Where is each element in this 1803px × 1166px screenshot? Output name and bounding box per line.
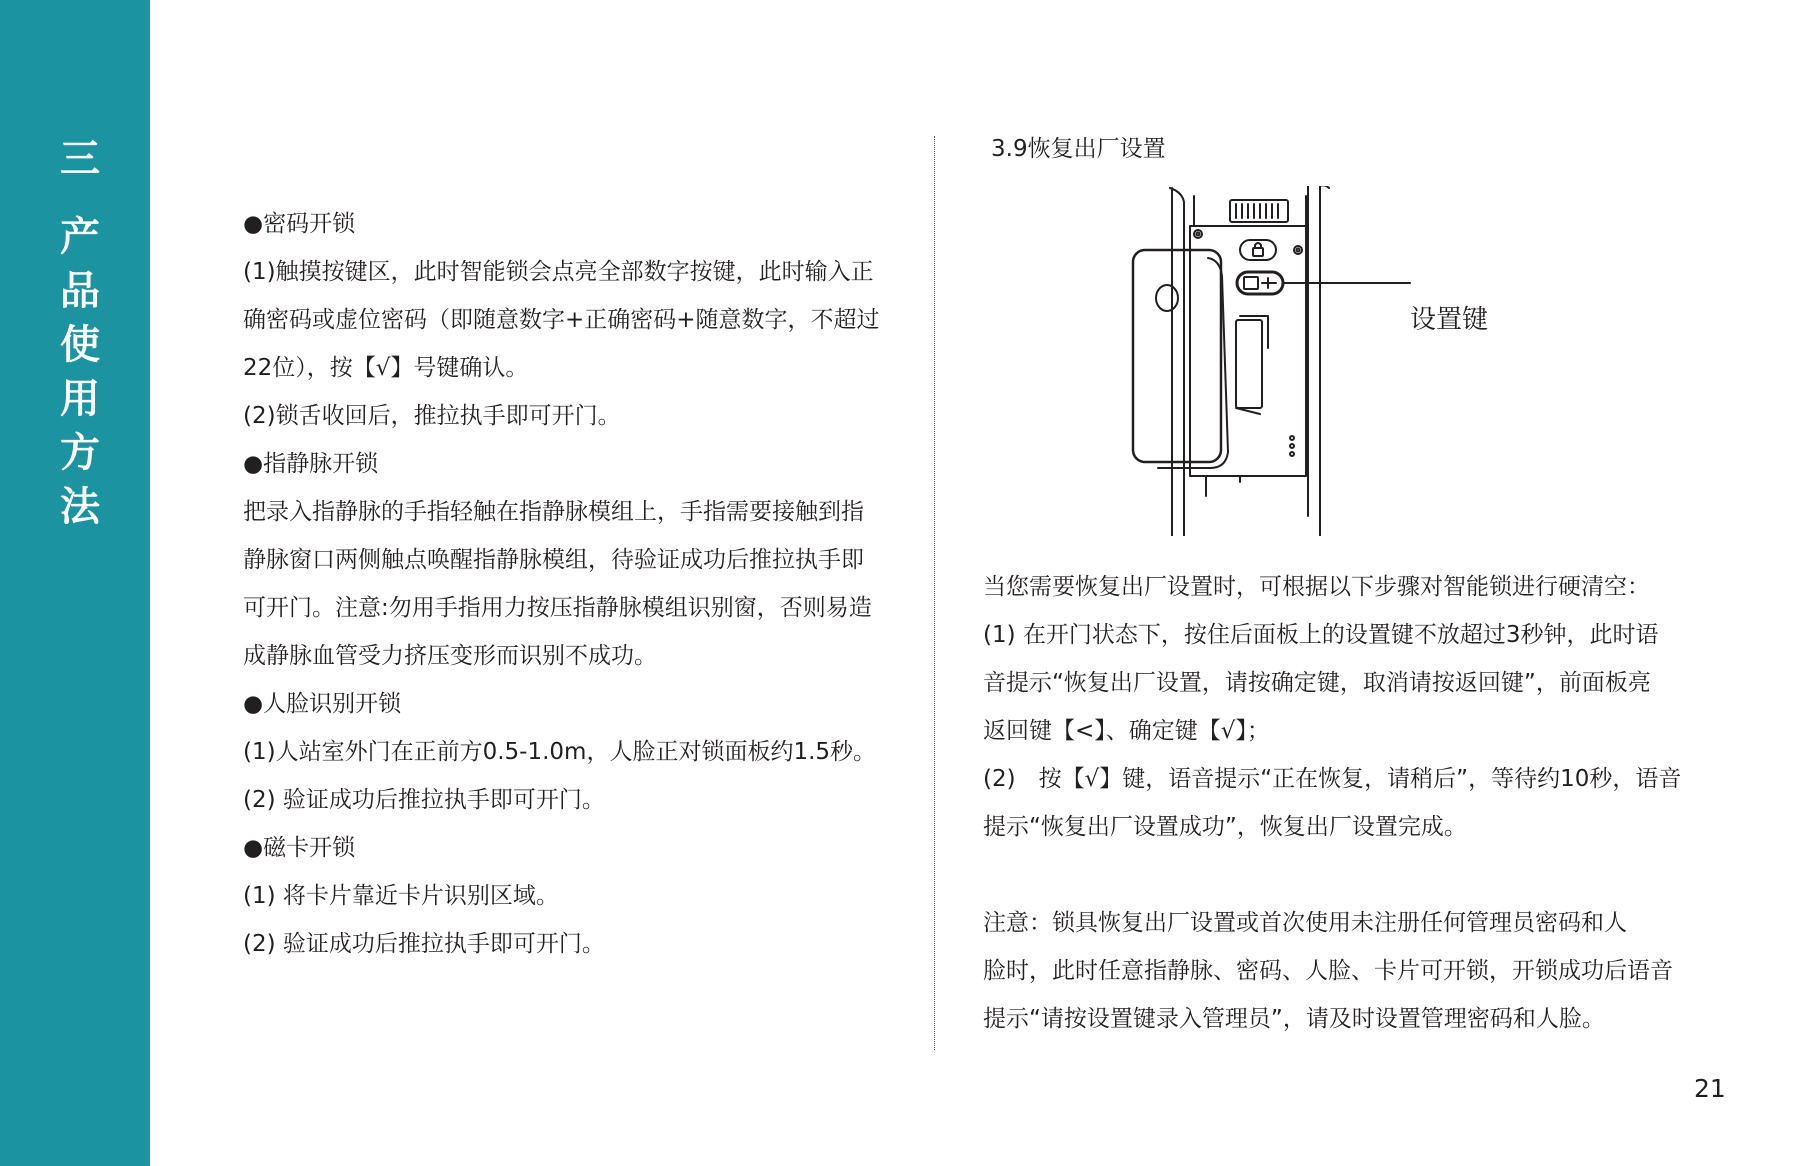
text-line: 确密码或虚位密码（即随意数字+正确密码+随意数字，不超过 [243,307,880,333]
text-line: (1) 将卡片靠近卡片识别区域。 [243,883,559,909]
lock-back-panel-illustration [1110,186,1530,536]
heading-password-unlock: ●密码开锁 [243,211,356,237]
text-line: 当您需要恢复出厂设置时，可根据以下步骤对智能锁进行硬清空： [983,574,1650,600]
text-line: (1)人站室外门在正前方0.5-1.0m，人脸正对锁面板约1.5秒。 [243,739,877,765]
text-line: (1)触摸按键区，此时智能锁会点亮全部数字按键，此时输入正 [243,259,874,285]
text-line: 把录入指静脉的手指轻触在指静脉模组上，手指需要接触到指 [243,499,864,525]
text-line: 音提示“恢复出厂设置，请按确定键，取消请按返回键”，前面板亮 [983,670,1651,696]
paragraph-gap [983,851,1703,899]
chapter-char: 品 [60,268,100,314]
page-number: 21 [1694,1074,1726,1103]
chapter-number: 三 [60,136,100,182]
chapter-char: 产 [60,214,100,260]
chapter-title [0,132,160,534]
chapter-char: 使 [60,322,100,368]
unlock-methods-column [243,200,923,968]
heading-face-unlock: ●人脸识别开锁 [243,691,402,717]
column-divider [934,136,935,1050]
text-line: 返回键【<】、确定键【√】； [983,718,1270,744]
chapter-char: 用 [60,376,100,422]
text-line: (2) 验证成功后推拉执手即可开门。 [243,931,605,957]
chapter-sidebar [0,0,150,1166]
note-line: 脸时，此时任意指静脉、密码、人脸、卡片可开锁，开锁成功后语音 [983,958,1673,984]
text-line: (2) 验证成功后推拉执手即可开门。 [243,787,605,813]
text-line: (1) 在开门状态下，按住后面板上的设置键不放超过3秒钟，此时语 [983,622,1659,648]
text-line: 静脉窗口两侧触点唤醒指静脉模组，待验证成功后推拉执手即 [243,547,864,573]
chapter-char: 方 [60,430,100,476]
factory-reset-column [983,563,1703,1043]
chapter-char: 法 [60,484,100,530]
heading-card-unlock: ●磁卡开锁 [243,835,356,861]
text-line: (2)锁舌收回后，推拉执手即可开门。 [243,403,621,429]
text-line: (2) 按【√】键，语音提示“正在恢复，请稍后”，等待约10秒，语音 [983,766,1682,792]
note-line: 提示“请按设置键录入管理员”，请及时设置管理密码和人脸。 [983,1006,1605,1032]
text-line: 成静脉血管受力挤压变形而识别不成功。 [243,643,657,669]
text-line: 提示“恢复出厂设置成功”，恢复出厂设置完成。 [983,814,1467,840]
section-title: 3.9恢复出厂设置 [991,136,1166,162]
set-key-label: 设置键 [1410,305,1489,335]
text-line: 22位），按【√】号键确认。 [243,355,529,381]
text-line: 可开门。注意:勿用手指用力按压指静脉模组识别窗，否则易造 [243,595,872,621]
heading-finger-vein-unlock: ●指静脉开锁 [243,451,379,477]
note-line: 注意：锁具恢复出厂设置或首次使用未注册任何管理员密码和人 [983,910,1627,936]
